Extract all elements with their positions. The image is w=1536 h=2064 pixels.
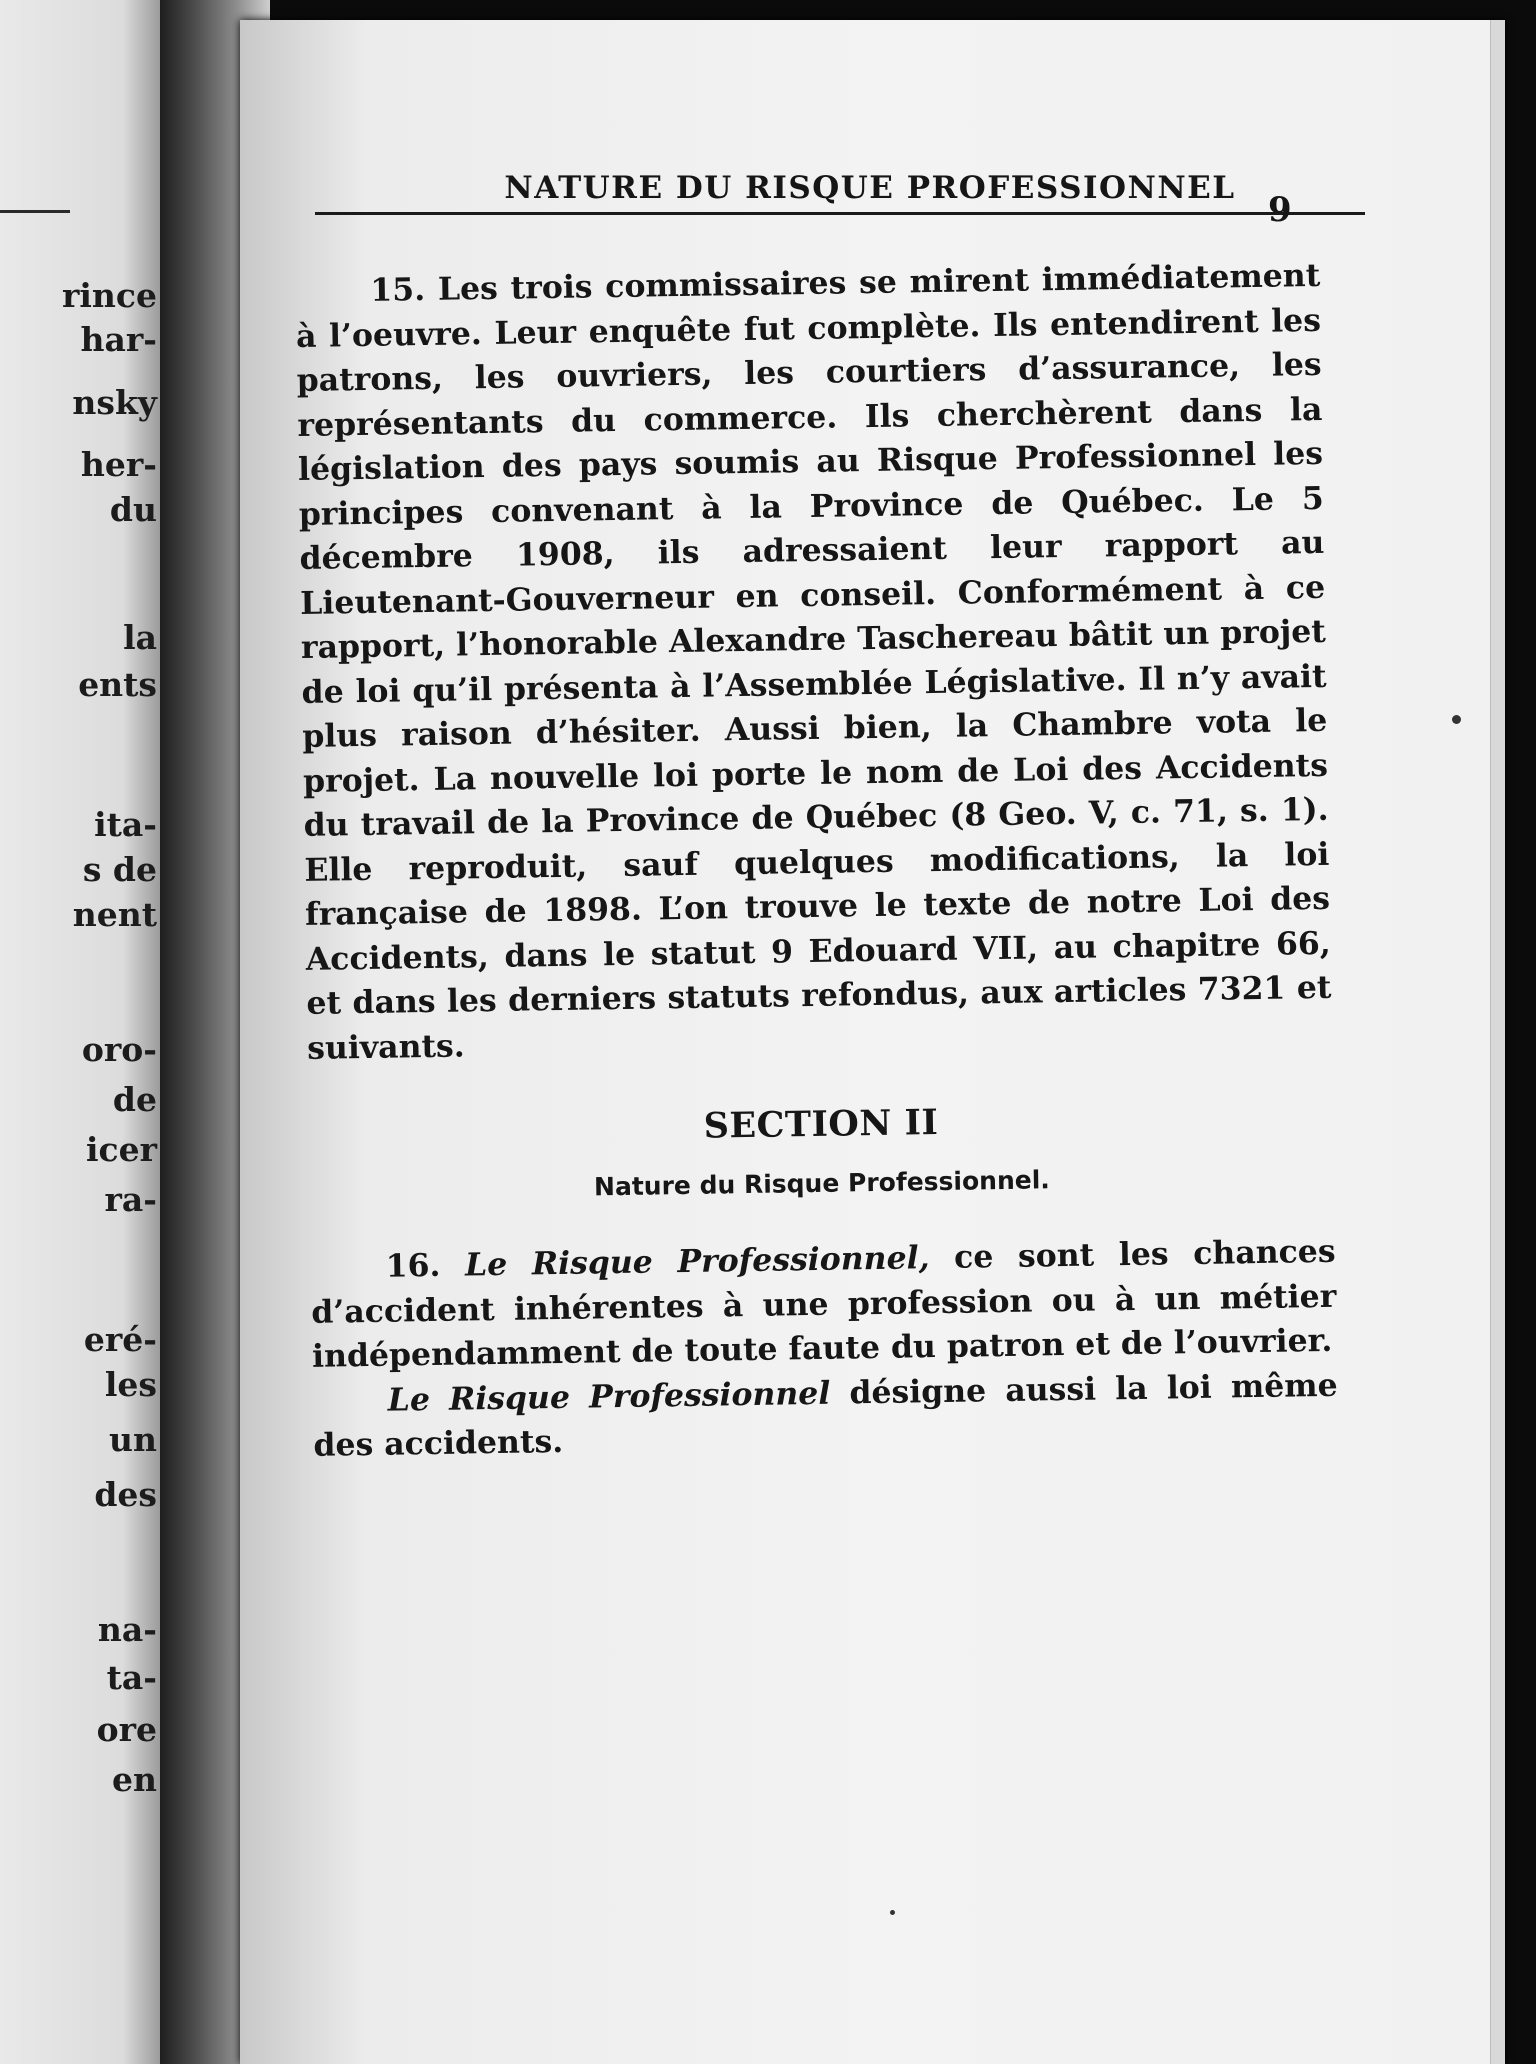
paragraph-number: 15. xyxy=(370,270,426,309)
left-page-fragment: ore xyxy=(96,1710,157,1749)
paragraph-final xyxy=(312,1363,1338,1468)
paragraph-number: 16. xyxy=(385,1246,441,1285)
paper-speck xyxy=(1452,715,1461,724)
left-page-fragment: oro- xyxy=(81,1030,157,1069)
left-page-fragment: har- xyxy=(80,320,157,359)
left-page-fragment: her- xyxy=(80,445,157,484)
left-page-fragment: na- xyxy=(97,1610,157,1649)
paragraph-text: Les trois commissaires se mirent immédiatement à l’oeuvre. Leur enquête fut complète. Ils entendirent les patrons, les ouvriers, les courtiers d’assurance, les représentants du commerce. Ils cherchèrent dans la législation des pays soumis au Risque Professionnel les principes convenant à la Province de Québec. Le 5 décembre 1908, ils adressaient leur rapport au Lieutenant-Gouverneur en conseil. Conformément à ce rapport, l’honorable Alexandre Taschereau bâtit un projet de loi qu’il présenta à l’Assemblée Législative. Il n’y avait plus raison d’hésiter. Aussi bien, la Chambre vota le projet. La nouvelle loi porte le nom de Loi des Accidents du travail de la Province de Québec (8 Geo. V, c. 71, s. 1). Elle reproduit, sauf quelques modifications, la loi française de 1898. L’on trouve le texte de notre Loi des Accidents, dans le statut 9 Edouard VII, au chapitre 66, et dans les derniers statuts refondus, aux articles 7321 et suivants. xyxy=(295,256,1332,1067)
left-page-fragment: ita- xyxy=(94,805,157,844)
paragraph-15 xyxy=(295,254,1332,1071)
left-page-fragment: de xyxy=(112,1080,157,1119)
left-facing-page xyxy=(0,0,175,2064)
left-page-fragment: ents xyxy=(78,665,157,704)
left-page-fragment: nent xyxy=(72,895,157,934)
italic-term: Le Risque Professionnel, xyxy=(464,1239,930,1284)
page-edge xyxy=(1490,20,1505,2064)
left-page-fragment: la xyxy=(123,618,157,657)
left-page-rule xyxy=(0,210,70,213)
left-page-fragment: du xyxy=(109,490,157,529)
left-page-fragment: les xyxy=(104,1365,157,1404)
section-subtitle: Nature du Risque Professionnel. xyxy=(593,1164,1050,1201)
left-page-fragment: eré- xyxy=(83,1320,157,1359)
paragraph-text: ce sont les chances d’accident inhérentes à une profession ou à un métier indépendamment de toute faute du patron et de l’ouvrier. xyxy=(311,1232,1337,1375)
left-page-fragment: icer xyxy=(85,1130,157,1169)
page-body xyxy=(295,254,1339,1468)
paragraph-text: désigne aussi la loi même des accidents. xyxy=(313,1366,1338,1464)
left-page-fragment: nsky xyxy=(72,383,157,422)
book-page xyxy=(240,20,1505,2064)
left-page-fragment: ta- xyxy=(106,1658,157,1697)
page-number: 9 xyxy=(1268,190,1292,230)
section-heading: SECTION II xyxy=(703,1102,939,1147)
italic-term: Le Risque Professionnel xyxy=(387,1374,831,1419)
left-page-fragment: ra- xyxy=(104,1180,157,1219)
left-page-fragment: un xyxy=(109,1420,157,1459)
paper-speck xyxy=(890,1910,895,1915)
running-header xyxy=(315,170,1365,215)
left-page-fragment: en xyxy=(112,1760,157,1799)
left-page-fragment: s de xyxy=(82,850,157,889)
left-page-fragment: des xyxy=(94,1475,157,1514)
paragraph-16 xyxy=(310,1230,1337,1380)
left-page-fragment: rince xyxy=(61,276,157,315)
running-title: NATURE DU RISQUE PROFESSIONNEL xyxy=(504,170,1236,206)
